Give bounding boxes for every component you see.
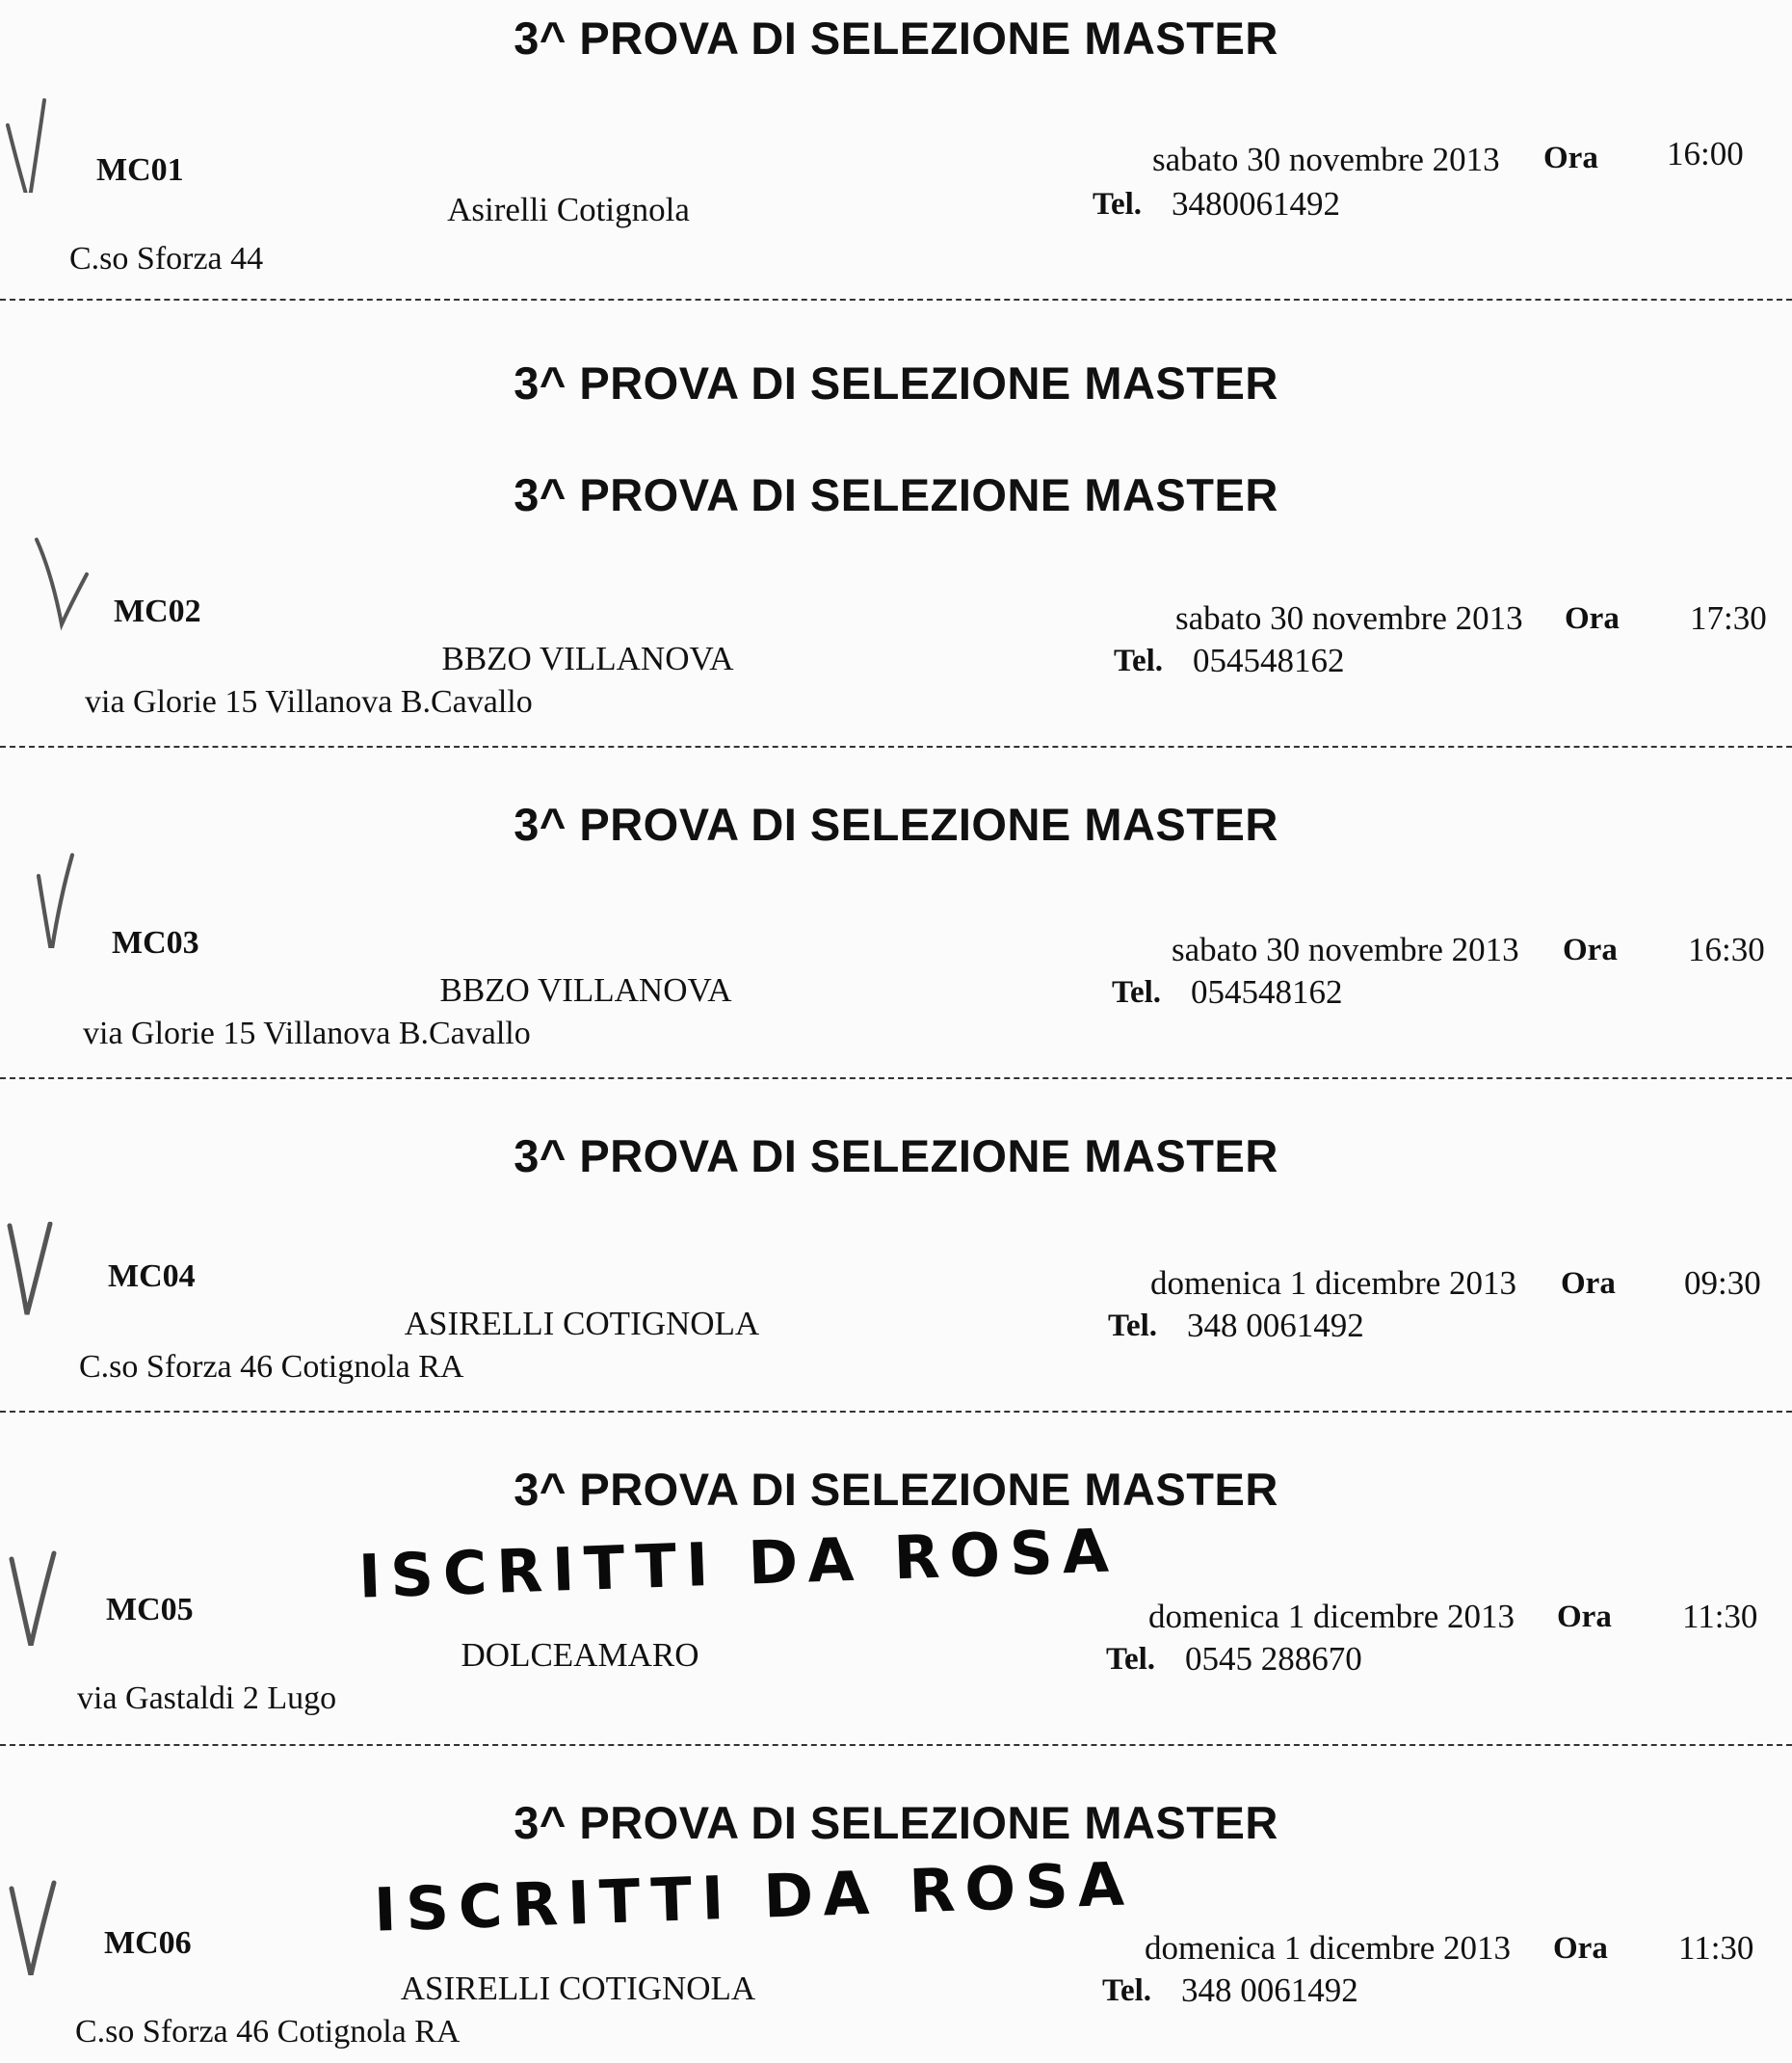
event-date: sabato 30 novembre 2013 [1152, 141, 1500, 178]
venue-address: C.so Sforza 46 Cotignola RA [75, 2014, 461, 2050]
phone-number: 054548162 [1193, 642, 1345, 679]
time-label: Ora [1561, 1266, 1616, 1301]
venue-address: via Glorie 15 Villanova B.Cavallo [83, 1016, 531, 1051]
ticket-title: 3^ PROVA DI SELEZIONE MASTER [514, 357, 1278, 409]
venue-address: via Glorie 15 Villanova B.Cavallo [85, 684, 533, 720]
handwritten-note: ISCRITTI DA ROSA [372, 1848, 1135, 1945]
ticket-title: 3^ PROVA DI SELEZIONE MASTER [514, 469, 1278, 520]
ticket-title: 3^ PROVA DI SELEZIONE MASTER [514, 1464, 1278, 1515]
venue-name: BBZO VILLANOVA [441, 640, 734, 677]
event-time: 16:00 [1667, 135, 1744, 172]
ticket-code: MC02 [114, 594, 201, 629]
time-label: Ora [1553, 1931, 1608, 1966]
check-mark-icon [8, 1879, 66, 1975]
event-time: 16:30 [1688, 931, 1765, 968]
phone-number: 3480061492 [1172, 185, 1340, 223]
phone-number: 0545 288670 [1185, 1640, 1362, 1678]
venue-name: BBZO VILLANOVA [439, 971, 732, 1009]
cut-line [0, 746, 1792, 748]
venue-address: C.so Sforza 44 [69, 241, 264, 277]
ticket-code: MC01 [96, 152, 184, 188]
phone-label: Tel. [1108, 1309, 1158, 1343]
ticket-title: 3^ PROVA DI SELEZIONE MASTER [514, 799, 1278, 850]
ticket-code: MC06 [104, 1925, 192, 1961]
venue-name: Asirelli Cotignola [447, 191, 690, 228]
event-time: 11:30 [1682, 1598, 1758, 1635]
phone-label: Tel. [1114, 644, 1164, 678]
cut-line [0, 1411, 1792, 1413]
event-date: domenica 1 dicembre 2013 [1148, 1598, 1515, 1635]
time-label: Ora [1557, 1600, 1612, 1634]
check-mark-icon [8, 1549, 66, 1646]
phone-label: Tel. [1112, 975, 1162, 1010]
phone-number: 348 0061492 [1187, 1307, 1364, 1344]
event-date: domenica 1 dicembre 2013 [1145, 1929, 1512, 1967]
event-date: sabato 30 novembre 2013 [1172, 931, 1519, 968]
event-date: sabato 30 novembre 2013 [1175, 599, 1523, 637]
event-time: 09:30 [1684, 1264, 1761, 1302]
ticket-code: MC05 [106, 1592, 194, 1627]
check-mark-icon [4, 96, 62, 193]
check-mark-icon [33, 536, 91, 632]
phone-label: Tel. [1102, 1973, 1152, 2008]
event-time: 17:30 [1690, 599, 1767, 637]
cut-line [0, 299, 1792, 301]
ticket-code: MC04 [108, 1258, 196, 1294]
phone-number: 054548162 [1191, 973, 1343, 1011]
check-mark-icon [6, 1222, 64, 1318]
event-time: 11:30 [1678, 1929, 1754, 1967]
ticket-code: MC03 [112, 925, 199, 961]
cut-line [0, 1077, 1792, 1079]
phone-number: 348 0061492 [1181, 1971, 1358, 2009]
venue-address: C.so Sforza 46 Cotignola RA [79, 1349, 464, 1385]
ticket-title: 3^ PROVA DI SELEZIONE MASTER [514, 1130, 1278, 1181]
check-mark-icon [29, 852, 87, 948]
venue-address: via Gastaldi 2 Lugo [77, 1680, 337, 1716]
ticket-title: 3^ PROVA DI SELEZIONE MASTER [514, 13, 1278, 64]
phone-label: Tel. [1106, 1642, 1156, 1677]
venue-name: ASIRELLI COTIGNOLA [404, 1305, 760, 1342]
event-date: domenica 1 dicembre 2013 [1150, 1264, 1517, 1302]
venue-name: DOLCEAMARO [461, 1636, 699, 1674]
handwritten-note: ISCRITTI DA ROSA [356, 1515, 1120, 1612]
time-label: Ora [1563, 933, 1618, 967]
phone-label: Tel. [1093, 187, 1143, 222]
ticket-title: 3^ PROVA DI SELEZIONE MASTER [514, 1797, 1278, 1848]
time-label: Ora [1543, 141, 1598, 175]
venue-name: ASIRELLI COTIGNOLA [400, 1970, 756, 2007]
time-label: Ora [1565, 601, 1620, 636]
cut-line [0, 1744, 1792, 1746]
